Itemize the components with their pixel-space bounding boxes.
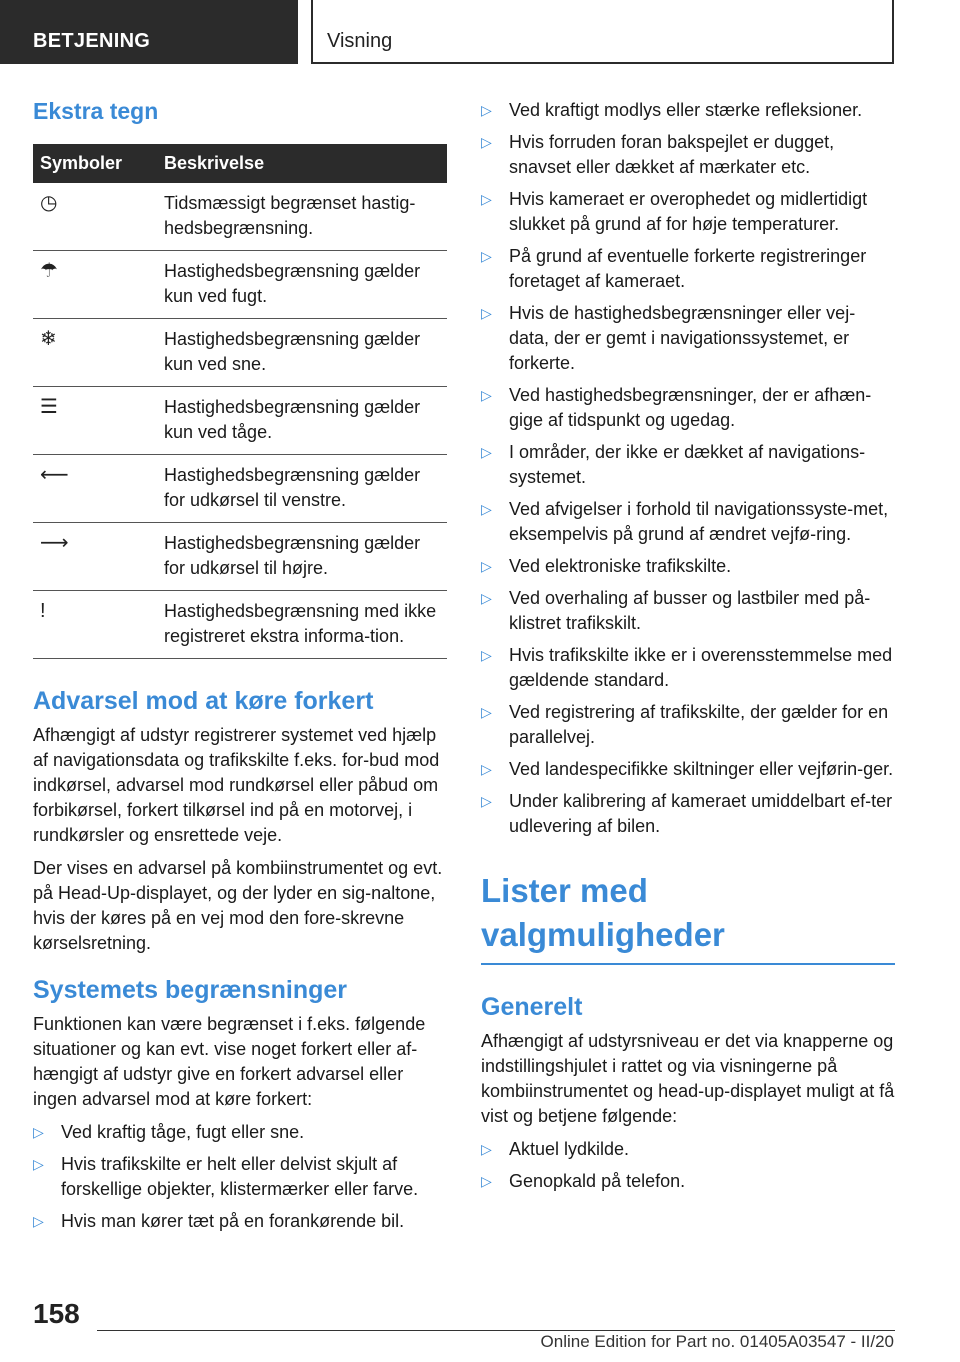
heading-rule [481,963,895,965]
bullet-triangle-icon: ▷ [481,558,492,574]
list-item [481,554,895,579]
list-item [481,789,895,839]
bullet-triangle-icon: ▷ [481,761,492,777]
list-item-text: På grund af eventuelle forkerte registreringer foretaget af kameraet. [509,246,867,291]
bullet-triangle-icon: ▷ [33,1213,44,1229]
symbol-description: Hastighedsbegrænsning gælder for udkørsel til højre. [164,523,447,591]
list-item-text: Hvis kameraet er overophedet og midlertidigt slukket på grund af for høje temperaturer. [509,189,868,234]
general-heading: Generelt [481,993,583,1021]
bullet-triangle-icon: ▷ [481,444,492,460]
general-paragraph: Afhængigt af udstyrsniveau er det via knapperne og indstillingshjulet i rattet og via visningerne på kombiinstrumentet og head-up-displayet muligt at få vist og betjene følgende: [481,1031,895,1126]
table-row [33,251,447,319]
bullet-triangle-icon: ▷ [481,191,492,207]
list-item-text: Aktuel lydkilde. [509,1139,630,1159]
list-item [481,383,895,433]
arrow-right-icon: ⟶ [33,523,164,591]
symbol-description: Hastighedsbegrænsning gælder kun ved fugt. [164,251,447,319]
rain-cloud-icon: ☂ [33,251,164,319]
bullet-triangle-icon: ▷ [33,1156,44,1172]
list-item-text: Hvis man kører tæt på en forankørende bil. [61,1211,405,1231]
list-item-text: Ved afvigelser i forhold til navigationssyste-met, eksempelvis på grund af ændret vejfø-ring. [509,499,889,544]
bullet-triangle-icon: ▷ [33,1124,44,1140]
bullet-triangle-icon: ▷ [481,305,492,321]
list-item [481,301,895,376]
description-column-header: Beskrivelse [164,144,447,183]
symbol-description: Hastighedsbegrænsning med ikke registreret ekstra informa-tion. [164,591,447,659]
bullet-triangle-icon: ▷ [481,1173,492,1189]
list-item [481,586,895,636]
symbol-description: Hastighedsbegrænsning gælder kun ved sne. [164,319,447,387]
list-item-text: Hvis trafikskilte er helt eller delvist skjult af forskellige objekter, klistermærker eller farve. [61,1154,419,1199]
list-item-text: Hvis forruden foran bakspejlet er dugget, snavset eller dækket af mærkater etc. [509,132,835,177]
table-row [33,183,447,251]
list-item-text: Ved registrering af trafikskilte, der gælder for en parallelvej. [509,702,889,747]
list-item-text: Genopkald på telefon. [509,1171,686,1191]
list-item [33,1152,447,1202]
list-item-text: Hvis de hastighedsbegrænsninger eller vej-data, der er gemt i navigationssystemet, er forkerte. [509,303,856,373]
table-row [33,387,447,455]
table-row [33,455,447,523]
list-item [33,1209,447,1234]
table-row [33,319,447,387]
list-item-text: Under kalibrering af kameraet umiddelbart ef-ter udlevering af bilen. [509,791,893,836]
list-item [481,130,895,180]
subsection-title: Visning [327,30,393,52]
edition-text: Online Edition for Part no. 01405A03547 - II/20 [540,1332,894,1351]
limitations-list [33,1120,447,1234]
list-item [481,497,895,547]
left-column [33,98,447,1241]
list-item [481,187,895,237]
wrong-way-paragraph-2: Der vises en advarsel på kombiinstrumentet og evt. på Head-Up-displayet, og der lyder en sig-naltone, hvis der køres på en vej mod den fore-skrevne kørselsretning. [33,858,443,953]
bullet-triangle-icon: ▷ [481,704,492,720]
list-item-text: Ved overhaling af busser og lastbiler med på-klistret trafikskilt. [509,588,871,633]
list-item-text: Ved kraftig tåge, fugt eller sne. [61,1122,305,1142]
symbol-description: Tidsmæssigt begrænset hastig-hedsbegrænsning. [164,183,447,251]
wrong-way-paragraph-1: Afhængigt af udstyr registrerer systemet ved hjælp af navigationsdata og trafikskilte f.eks. for-bud mod indkørsel, advarsel mod rundkørsel eller påbud om forbikørsel, forkert tilkørsel ind på en motorvej, i rundkørsler og ensrettede veje. [33,725,440,845]
bullet-triangle-icon: ▷ [481,387,492,403]
list-item [481,440,895,490]
general-list [481,1137,895,1194]
clock-icon: ◷ [33,183,164,251]
list-item-text: Hvis trafikskilte ikke er i overensstemmelse med gældende standard. [509,645,893,690]
right-column [481,98,895,1201]
symbol-description: Hastighedsbegrænsning gælder kun ved tåge. [164,387,447,455]
footer-rule [97,1330,895,1331]
list-item-text: Ved landespecifikke skiltninger eller vejførin-ger. [509,759,894,779]
list-item [481,700,895,750]
page-number: 158 [33,1298,80,1329]
bullet-triangle-icon: ▷ [481,248,492,264]
bullet-triangle-icon: ▷ [481,647,492,663]
bullet-triangle-icon: ▷ [481,134,492,150]
limitations-paragraph: Funktionen kan være begrænset i f.eks. følgende situationer og kan evt. vise noget forkert eller af-hængigt af udstyr give en forkert advarsel eller ingen advarsel mod at køre forkert: [33,1014,426,1109]
section-tab [0,0,298,64]
symbol-description: Hastighedsbegrænsning gælder for udkørsel til venstre. [164,455,447,523]
list-item [33,1120,447,1145]
bullet-triangle-icon: ▷ [481,102,492,118]
bullet-triangle-icon: ▷ [481,501,492,517]
list-item [481,757,895,782]
fog-icon: ☰ [33,387,164,455]
subsection-tab [311,0,894,64]
list-item [481,98,895,123]
list-item-text: Ved hastighedsbegrænsninger, der er afhæn-gige af tidspunkt og ugedag. [509,385,872,430]
section-title: BETJENING [33,30,151,52]
arrow-left-icon: ⟵ [33,455,164,523]
exclamation-icon: ! [33,591,164,659]
limitations-heading: Systemets begrænsninger [33,976,347,1004]
extra-signs-heading: Ekstra tegn [33,98,159,124]
bullet-triangle-icon: ▷ [481,1141,492,1157]
table-row [33,591,447,659]
wrong-way-heading: Advarsel mod at køre forkert [33,687,374,715]
list-item-text: Ved kraftigt modlys eller stærke refleksioner. [509,100,863,120]
symbols-table [33,144,447,659]
list-item [481,1137,895,1162]
snowflake-icon: ❄ [33,319,164,387]
symbols-column-header: Symboler [33,144,164,183]
list-item-text: I områder, der ikke er dækket af navigations-systemet. [509,442,866,487]
bullet-triangle-icon: ▷ [481,793,492,809]
table-row [33,523,447,591]
list-item-text: Ved elektroniske trafikskilte. [509,556,732,576]
bullet-triangle-icon: ▷ [481,590,492,606]
list-item [481,244,895,294]
limitations-list-continued [481,98,895,839]
list-item [481,1169,895,1194]
option-lists-heading: Lister med valgmuligheder [481,872,725,953]
list-item [481,643,895,693]
